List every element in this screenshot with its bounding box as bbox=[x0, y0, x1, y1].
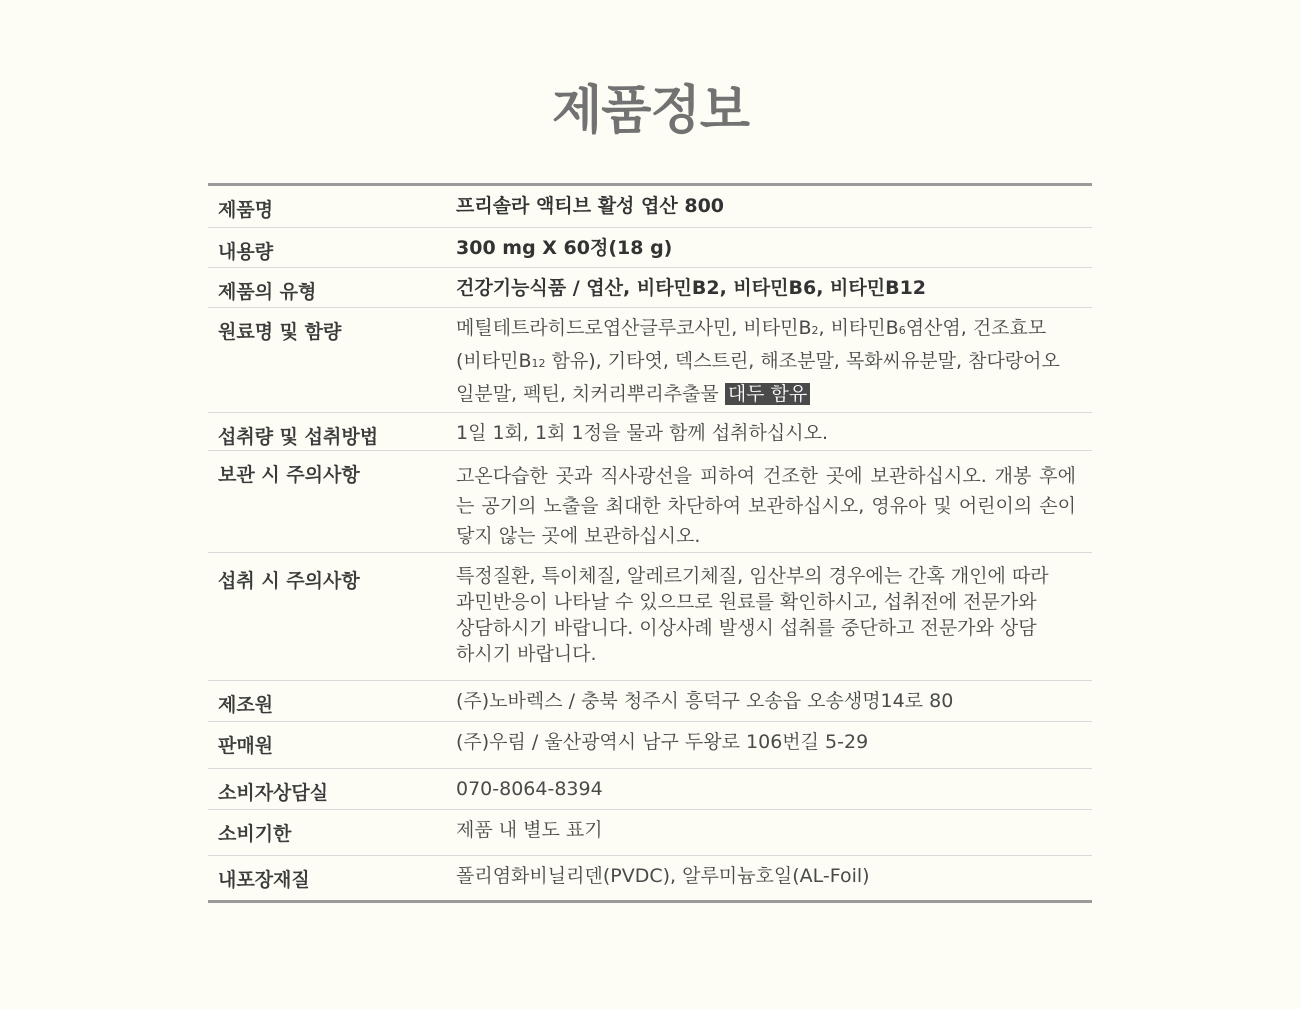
row-value: 고온다습한 곳과 직사광선을 피하여 건조한 곳에 보관하십시오. 개봉 후에는 공기의 노출을 최대한 차단하여 보관하십시오, 영유아 및 어린이의 손이 닿지 않는 곳에 보관하십시오. bbox=[456, 465, 1076, 547]
row-value: (주)우림 / 울산광역시 남구 두왕로 106번길 5-29 bbox=[456, 731, 869, 753]
table-row-intake-caution bbox=[208, 553, 1092, 681]
table-row-product-type bbox=[208, 268, 1092, 308]
row-label: 섭취 시 주의사항 bbox=[218, 570, 360, 592]
product-info-table bbox=[208, 183, 1092, 903]
row-label: 제품명 bbox=[218, 199, 274, 221]
row-value: 프리솔라 액티브 활성 엽산 800 bbox=[456, 195, 725, 217]
row-label: 제조원 bbox=[218, 694, 274, 716]
ingredients-text: , 비타민B bbox=[818, 317, 899, 339]
ingredients-text: 함유), 기타엿, 덱스트린, 해조분말, 목화씨유분말, 참다랑어오일분말, 펙틴, 치커리뿌리추출물 bbox=[456, 350, 1060, 405]
row-value: 070-8064-8394 bbox=[456, 778, 603, 800]
table-row-expiry bbox=[208, 810, 1092, 856]
row-value: 특정질환, 특이체질, 알레르기체질, 임산부의 경우에는 간혹 개인에 따라 과민반응이 나타날 수 있으므로 원료를 확인하시고, 섭취전에 전문가와 상담하시기 바랍니다. 이상사례 발생시 섭취를 중단하고 전문가와 상담하시기 바랍니다. bbox=[456, 565, 1049, 665]
subscript: 6 bbox=[898, 324, 906, 337]
row-label: 제품의 유형 bbox=[218, 281, 317, 303]
table-row-manufacturer bbox=[208, 681, 1092, 722]
row-value: 1일 1회, 1회 1정을 물과 함께 섭취하십시오. bbox=[456, 422, 828, 444]
row-label: 내용량 bbox=[218, 241, 274, 263]
row-label: 내포장재질 bbox=[218, 869, 310, 891]
allergen-highlight: 대두 함유 bbox=[725, 383, 810, 405]
row-label: 판매원 bbox=[218, 735, 274, 757]
row-label: 소비기한 bbox=[218, 823, 292, 845]
table-row-storage-caution bbox=[208, 451, 1092, 553]
ingredients-text: 메틸테트라히드로엽산글루코사민, 비타민B bbox=[456, 317, 812, 339]
row-value: (주)노바렉스 / 충북 청주시 흥덕구 오송읍 오송생명14로 80 bbox=[456, 690, 954, 712]
table-row-product-name bbox=[208, 186, 1092, 228]
table-row-seller bbox=[208, 722, 1092, 769]
row-value: 건강기능식품 / 엽산, 비타민B2, 비타민B6, 비타민B12 bbox=[456, 277, 927, 299]
row-label: 원료명 및 함량 bbox=[218, 321, 342, 343]
table-row-customer-center bbox=[208, 769, 1092, 810]
page-title: 제품정보 bbox=[552, 81, 749, 141]
row-value: 폴리염화비닐리덴(PVDC), 알루미늄호일(AL-Foil) bbox=[456, 865, 870, 887]
table-row-content-amount bbox=[208, 228, 1092, 268]
row-value bbox=[456, 308, 1092, 412]
ingredients-text: 염산염, 건조효모 (비타민B bbox=[456, 317, 1047, 372]
table-row-intake-method bbox=[208, 413, 1092, 451]
table-row-ingredients bbox=[208, 308, 1092, 413]
row-value: 300 mg X 60정(18 g) bbox=[456, 237, 673, 259]
subscript: 12 bbox=[531, 357, 546, 370]
row-label: 섭취량 및 섭취방법 bbox=[218, 426, 379, 448]
table-row-packaging bbox=[208, 856, 1092, 900]
row-value: 제품 내 별도 표기 bbox=[456, 819, 603, 841]
subscript: 2 bbox=[811, 324, 819, 337]
row-label: 보관 시 주의사항 bbox=[218, 464, 360, 486]
row-label: 소비자상담실 bbox=[218, 782, 329, 804]
